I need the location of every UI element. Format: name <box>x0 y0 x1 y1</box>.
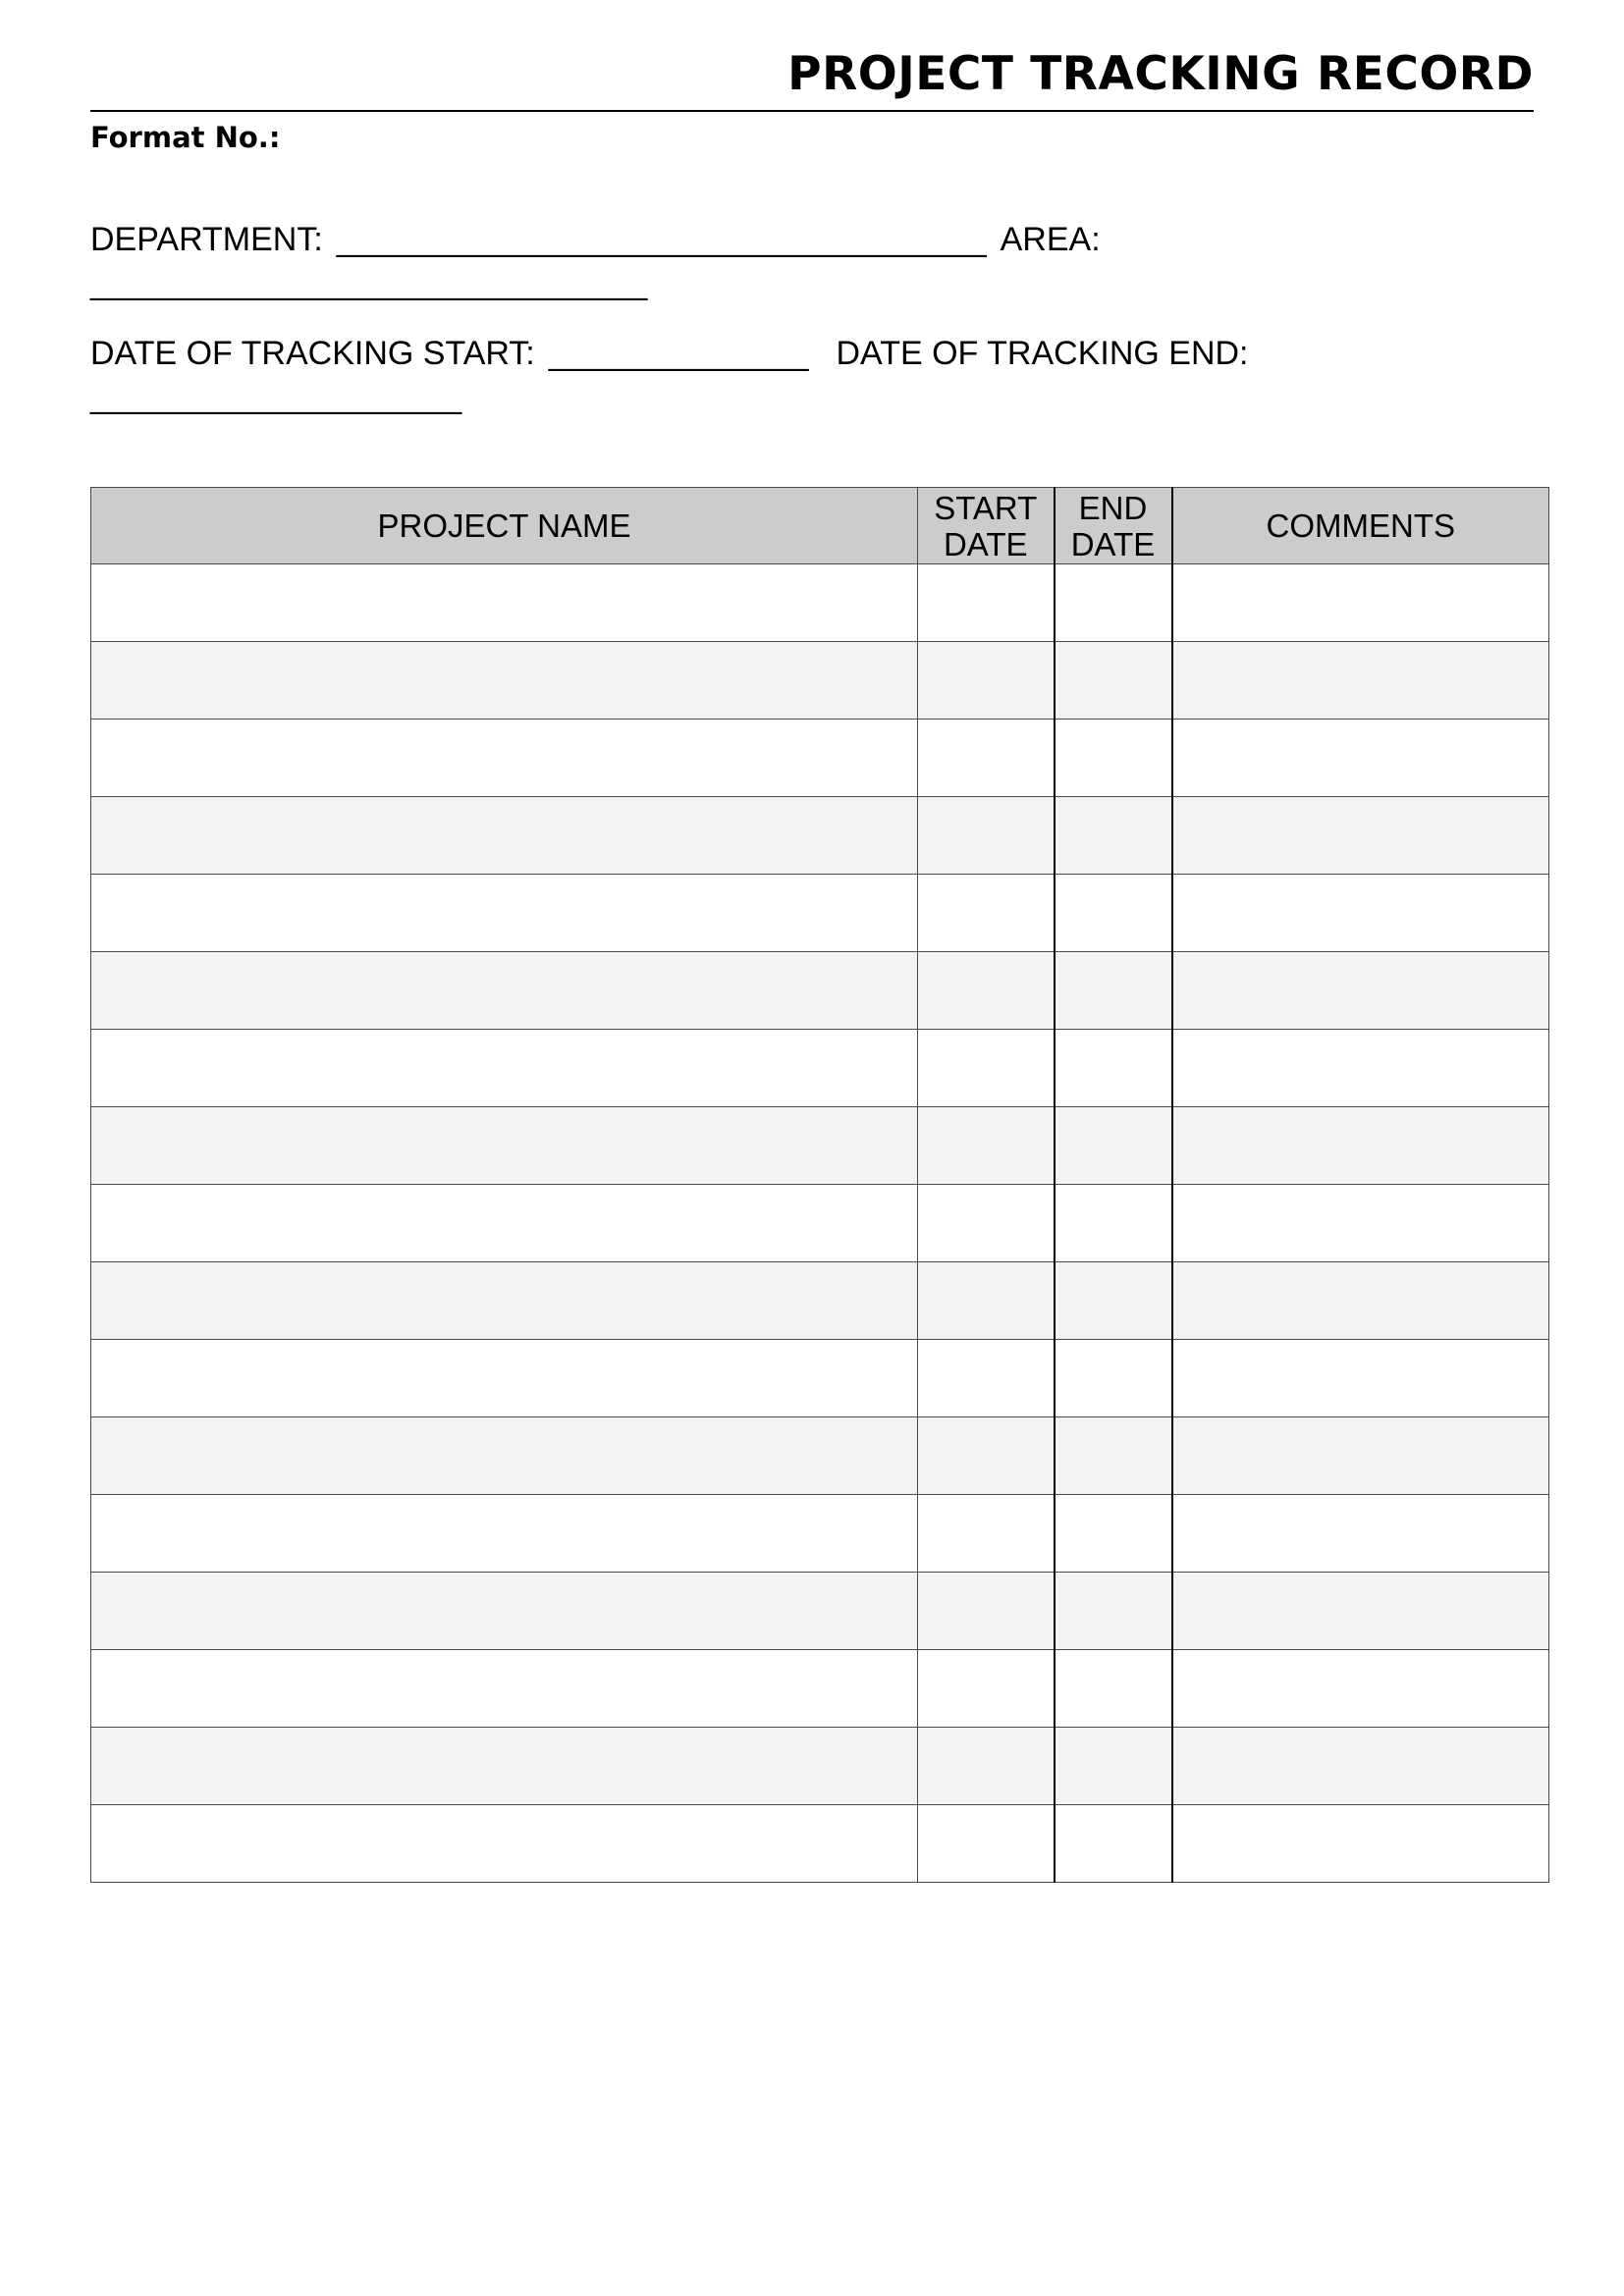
project-name-cell[interactable] <box>91 952 918 1030</box>
start-date-cell[interactable] <box>918 1417 1055 1495</box>
start-date-cell[interactable] <box>918 875 1055 952</box>
tracking-end-line-continuation <box>90 375 461 418</box>
table-row <box>91 1340 1549 1417</box>
project-tracking-table <box>90 487 1549 1883</box>
project-name-cell[interactable] <box>91 564 918 642</box>
comments-cell[interactable] <box>1172 952 1549 1030</box>
table-header-row <box>91 488 1549 564</box>
start-date-cell[interactable] <box>918 720 1055 797</box>
table-row <box>91 797 1549 875</box>
table-row <box>91 1417 1549 1495</box>
end-date-cell[interactable] <box>1055 1805 1172 1883</box>
start-date-cell[interactable] <box>918 1262 1055 1340</box>
project-name-cell[interactable] <box>91 1728 918 1805</box>
end-date-cell[interactable] <box>1055 1185 1172 1262</box>
table-row <box>91 1650 1549 1728</box>
project-name-cell[interactable] <box>91 1030 918 1107</box>
header-end-date: END DATE <box>1055 488 1172 564</box>
comments-cell[interactable] <box>1172 1030 1549 1107</box>
table-row <box>91 1185 1549 1262</box>
table-row <box>91 1107 1549 1185</box>
header-start-date: START DATE <box>918 488 1055 564</box>
comments-cell[interactable] <box>1172 1495 1549 1573</box>
end-date-cell[interactable] <box>1055 1262 1172 1340</box>
project-name-cell[interactable] <box>91 1185 918 1262</box>
page-title: PROJECT TRACKING RECORD <box>787 47 1534 101</box>
end-date-cell[interactable] <box>1055 952 1172 1030</box>
end-date-cell[interactable] <box>1055 1495 1172 1573</box>
header-project-name: PROJECT NAME <box>91 488 918 564</box>
project-name-cell[interactable] <box>91 1805 918 1883</box>
end-date-cell[interactable] <box>1055 642 1172 720</box>
comments-cell[interactable] <box>1172 875 1549 952</box>
area-label: AREA: <box>1000 221 1101 258</box>
project-name-cell[interactable] <box>91 1417 918 1495</box>
title-divider <box>90 110 1534 112</box>
comments-cell[interactable] <box>1172 1805 1549 1883</box>
comments-cell[interactable] <box>1172 720 1549 797</box>
start-date-cell[interactable] <box>918 564 1055 642</box>
project-name-cell[interactable] <box>91 1340 918 1417</box>
comments-cell[interactable] <box>1172 1650 1549 1728</box>
department-area-line <box>90 218 1101 261</box>
department-field[interactable]: ___________________________________ <box>336 221 987 258</box>
start-date-cell[interactable] <box>918 1650 1055 1728</box>
comments-cell[interactable] <box>1172 642 1549 720</box>
end-date-cell[interactable] <box>1055 1030 1172 1107</box>
tracking-end-label: DATE OF TRACKING END: <box>836 335 1249 372</box>
format-number-label: Format No.: <box>90 121 281 154</box>
tracking-dates-line <box>90 332 1249 375</box>
comments-cell[interactable] <box>1172 1573 1549 1650</box>
comments-cell[interactable] <box>1172 1728 1549 1805</box>
table-row <box>91 1573 1549 1650</box>
start-date-cell[interactable] <box>918 952 1055 1030</box>
comments-cell[interactable] <box>1172 1107 1549 1185</box>
start-date-cell[interactable] <box>918 1340 1055 1417</box>
start-date-cell[interactable] <box>918 642 1055 720</box>
table-row <box>91 1262 1549 1340</box>
comments-cell[interactable] <box>1172 1417 1549 1495</box>
tracking-end-field[interactable]: ____________________ <box>90 378 462 415</box>
table-row <box>91 642 1549 720</box>
end-date-cell[interactable] <box>1055 1728 1172 1805</box>
header-comments: COMMENTS <box>1172 488 1549 564</box>
project-name-cell[interactable] <box>91 720 918 797</box>
table-row <box>91 1030 1549 1107</box>
start-date-cell[interactable] <box>918 1107 1055 1185</box>
end-date-cell[interactable] <box>1055 1107 1172 1185</box>
project-name-cell[interactable] <box>91 1650 918 1728</box>
end-date-cell[interactable] <box>1055 797 1172 875</box>
end-date-cell[interactable] <box>1055 1573 1172 1650</box>
table-row <box>91 720 1549 797</box>
table-row <box>91 952 1549 1030</box>
area-field[interactable]: ______________________________ <box>90 264 648 301</box>
project-name-cell[interactable] <box>91 642 918 720</box>
table-body <box>91 564 1549 1883</box>
start-date-cell[interactable] <box>918 1728 1055 1805</box>
comments-cell[interactable] <box>1172 564 1549 642</box>
table-row <box>91 875 1549 952</box>
end-date-cell[interactable] <box>1055 564 1172 642</box>
project-name-cell[interactable] <box>91 1495 918 1573</box>
table-row <box>91 1495 1549 1573</box>
end-date-cell[interactable] <box>1055 1650 1172 1728</box>
comments-cell[interactable] <box>1172 1185 1549 1262</box>
tracking-start-field[interactable]: ______________ <box>548 335 809 372</box>
project-name-cell[interactable] <box>91 797 918 875</box>
department-label: DEPARTMENT: <box>90 221 323 258</box>
start-date-cell[interactable] <box>918 1185 1055 1262</box>
area-line-continuation <box>90 261 647 304</box>
start-date-cell[interactable] <box>918 1030 1055 1107</box>
project-name-cell[interactable] <box>91 1573 918 1650</box>
table-row <box>91 1728 1549 1805</box>
start-date-cell[interactable] <box>918 1495 1055 1573</box>
project-name-cell[interactable] <box>91 875 918 952</box>
comments-cell[interactable] <box>1172 1340 1549 1417</box>
start-date-cell[interactable] <box>918 1573 1055 1650</box>
project-name-cell[interactable] <box>91 1262 918 1340</box>
tracking-start-label: DATE OF TRACKING START: <box>90 335 535 372</box>
table-row <box>91 564 1549 642</box>
end-date-cell[interactable] <box>1055 1417 1172 1495</box>
start-date-cell[interactable] <box>918 1805 1055 1883</box>
end-date-cell[interactable] <box>1055 1340 1172 1417</box>
comments-cell[interactable] <box>1172 1262 1549 1340</box>
start-date-cell[interactable] <box>918 797 1055 875</box>
comments-cell[interactable] <box>1172 797 1549 875</box>
table-row <box>91 1805 1549 1883</box>
project-name-cell[interactable] <box>91 1107 918 1185</box>
end-date-cell[interactable] <box>1055 720 1172 797</box>
end-date-cell[interactable] <box>1055 875 1172 952</box>
